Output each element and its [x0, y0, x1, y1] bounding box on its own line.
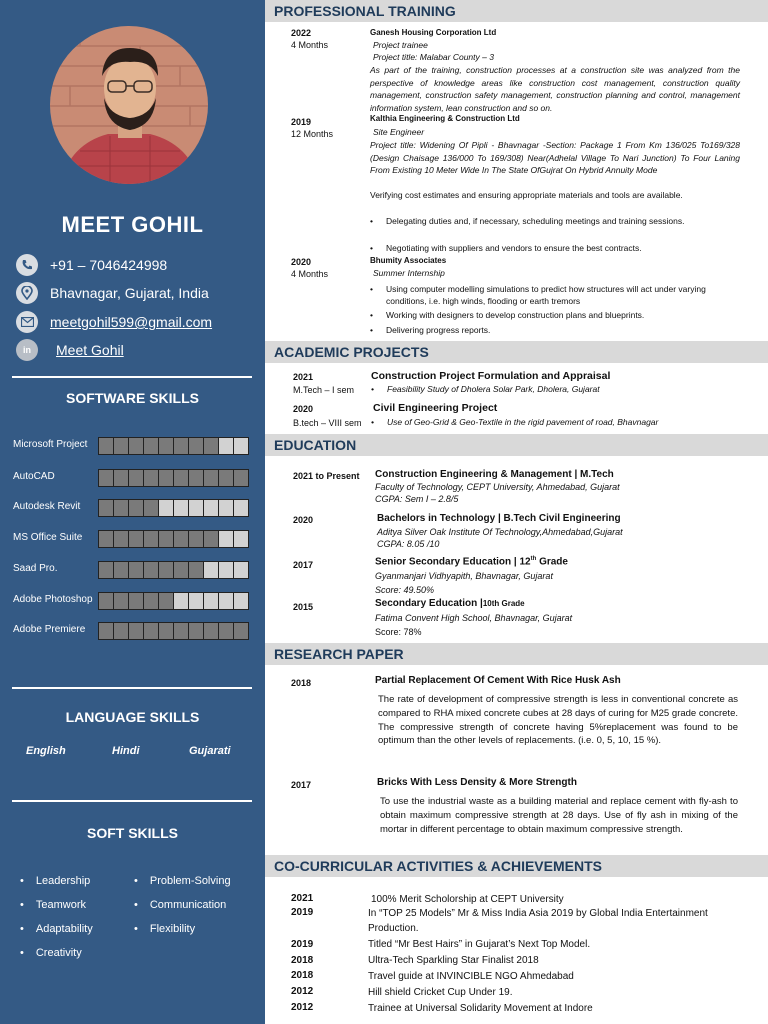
skill-level-segment	[99, 470, 113, 486]
skill-level-segment	[234, 438, 248, 454]
skill-level-bar	[98, 561, 249, 579]
sidebar	[0, 0, 265, 1024]
skill-level-segment	[114, 438, 128, 454]
skill-level-segment	[159, 623, 173, 639]
skill-level-segment	[99, 593, 113, 609]
divider	[12, 687, 252, 689]
training-duration: 4 Months	[291, 40, 329, 50]
achievement-year: 2019	[291, 907, 314, 918]
education-year: 2015	[293, 602, 314, 612]
skill-level-segment	[204, 470, 218, 486]
training-description: Verifying cost estimates and ensuring appropriate materials and tools are available.	[370, 190, 683, 200]
training-project: Project title: Widening Of Pipli - Bhavnagar -Section: Package 1 From Km 136/025 To169/328 (Design Chaisage 136/000 To 169/308) Near(Adhelal Village To Nari Junction) To Four Laning From Existing 10 Meter Wide In The State OfGujrat On Hybrid Annuity Mode	[370, 140, 740, 175]
achievement-text: Titled “Mr Best Hairs” in Gujarat’s Next Top Model.	[368, 939, 591, 950]
divider	[12, 800, 252, 802]
skill-level-segment	[204, 438, 218, 454]
education-title: Bachelors in Technology | B.Tech Civil Engineering	[377, 513, 621, 524]
skill-level-segment	[174, 562, 188, 578]
soft-skill-item: • Teamwork	[20, 899, 86, 911]
language-item: Hindi	[112, 745, 140, 757]
training-description: As part of the training, construction processes at a construction site was analyzed from the perspective of knowledge areas like construction cost management, construction quality management, construction safety management, construction planning and control, management information system, lean construction and so on.	[370, 65, 740, 113]
skill-level-segment	[234, 470, 248, 486]
training-bullet: • Using computer modelling simulations to predict how structures will act under varying conditions, i.e. high winds, flooding or earth tremors	[370, 283, 740, 307]
skill-level-segment	[159, 593, 173, 609]
training-role: Site Engineer	[373, 127, 425, 137]
achievement-year: 2018	[291, 970, 314, 981]
training-duration: 4 Months	[291, 269, 329, 279]
skill-level-segment	[189, 470, 203, 486]
training-role: Summer Internship	[373, 268, 445, 278]
skill-name: Autodesk Revit	[13, 501, 81, 512]
skill-level-segment	[144, 500, 158, 516]
main-content	[265, 0, 768, 1024]
section-header-research	[265, 643, 768, 665]
skill-level-bar	[98, 592, 249, 610]
achievement-text: Travel guide at INVINCIBLE NGO Ahmedabad	[368, 971, 574, 982]
skill-name: Microsoft Project	[13, 439, 88, 450]
skill-level-segment	[174, 470, 188, 486]
soft-skill-item: • Flexibility	[134, 923, 195, 935]
section-title: RESEARCH PAPER	[274, 646, 404, 662]
project-semester: B.tech – VIII sem	[293, 418, 362, 428]
skill-level-segment	[99, 623, 113, 639]
contact-linkedin[interactable]	[16, 339, 124, 361]
skill-level-segment	[129, 562, 143, 578]
training-bullet: • Delivering progress reports.	[370, 324, 740, 336]
skill-level-segment	[204, 500, 218, 516]
skill-level-segment	[204, 623, 218, 639]
research-title: Bricks With Less Density & More Strength	[377, 777, 577, 788]
skill-level-segment	[159, 531, 173, 547]
skill-level-segment	[99, 562, 113, 578]
education-title	[375, 598, 525, 609]
section-header-education	[265, 434, 768, 456]
skill-level-bar	[98, 622, 249, 640]
education-school: Aditya Silver Oak Institute Of Technology,Ahmedabad,Gujarat	[377, 527, 623, 537]
achievement-year: 2021	[291, 893, 314, 904]
skill-name: MS Office Suite	[13, 532, 83, 543]
soft-skill-item: • Communication	[134, 899, 226, 911]
skill-level-segment	[99, 438, 113, 454]
training-duration: 12 Months	[291, 129, 334, 139]
skill-row	[13, 499, 258, 517]
soft-skill-item: • Adaptability	[20, 923, 93, 935]
skill-row	[13, 437, 258, 455]
skill-level-segment	[114, 593, 128, 609]
skill-level-bar	[98, 469, 249, 487]
skill-level-segment	[114, 500, 128, 516]
education-score: Score: 78%	[375, 627, 422, 637]
skill-level-segment	[234, 562, 248, 578]
skill-level-segment	[189, 500, 203, 516]
candidate-name: MEET GOHIL	[61, 212, 204, 237]
education-title-grade: 10th Grade	[482, 599, 525, 608]
achievement-year: 2012	[291, 986, 314, 997]
language-skills-heading: LANGUAGE SKILLS	[65, 709, 200, 725]
phone-icon	[16, 254, 38, 276]
training-year: 2022	[291, 28, 312, 38]
education-title-sup: th	[530, 556, 537, 562]
skill-level-segment	[174, 438, 188, 454]
skill-level-segment	[129, 470, 143, 486]
research-year: 2018	[291, 678, 312, 688]
skill-level-bar	[98, 499, 249, 517]
education-title: Construction Engineering & Management | M.Tech	[375, 469, 614, 480]
achievement-text: Hill shield Cricket Cup Under 19.	[368, 987, 513, 998]
skill-level-segment	[159, 438, 173, 454]
contact-phone	[16, 254, 167, 276]
project-title: Construction Project Formulation and Appraisal	[371, 370, 611, 382]
training-role: Project trainee	[373, 40, 428, 50]
skill-level-segment	[129, 500, 143, 516]
language-item: English	[26, 745, 66, 757]
skill-level-segment	[144, 623, 158, 639]
skill-level-segment	[144, 562, 158, 578]
skill-level-segment	[189, 531, 203, 547]
skill-level-segment	[234, 500, 248, 516]
training-bullet: • Working with designers to develop construction plans and blueprints.	[370, 309, 740, 321]
language-item: Gujarati	[189, 745, 231, 757]
education-year: 2021 to Present	[293, 471, 360, 481]
skill-level-segment	[204, 562, 218, 578]
email-link[interactable]: meetgohil599@gmail.com	[50, 314, 213, 330]
education-score: Score: 49.50%	[375, 585, 435, 595]
skill-level-segment	[174, 623, 188, 639]
soft-skills-heading: SOFT SKILLS	[87, 825, 178, 841]
achievement-text: Ultra-Tech Sparkling Star Finalist 2018	[368, 955, 539, 966]
education-year: 2020	[293, 515, 314, 525]
education-school: Faculty of Technology, CEPT University, Ahmedabad, Gujarat	[375, 482, 620, 492]
skill-name: Adobe Photoshop	[13, 594, 93, 605]
research-title: Partial Replacement Of Cement With Rice Husk Ash	[375, 675, 621, 686]
phone-number: +91 – 7046424998	[50, 257, 168, 273]
skill-level-segment	[174, 531, 188, 547]
divider	[12, 376, 252, 378]
education-school: Gyanmanjari Vidhyapith, Bhavnagar, Gujarat	[375, 571, 553, 581]
skill-level-segment	[219, 562, 233, 578]
achievement-text: 100% Merit Scholorship at CEPT University	[371, 894, 564, 905]
skill-row	[13, 469, 258, 487]
training-year: 2019	[291, 117, 312, 127]
skill-level-segment	[159, 470, 173, 486]
skill-row	[13, 592, 258, 610]
education-year: 2017	[293, 560, 314, 570]
soft-skill-item: • Creativity	[20, 947, 82, 959]
project-description: • Feasibility Study of Dholera Solar Park, Dholera, Gujarat	[371, 383, 757, 395]
skill-row	[13, 622, 258, 640]
skill-level-bar	[98, 437, 249, 455]
location-text: Bhavnagar, Gujarat, India	[50, 285, 209, 301]
skill-level-segment	[159, 500, 173, 516]
training-bullet: • Negotiating with suppliers and vendors to ensure the best contracts.	[370, 242, 740, 254]
skill-level-segment	[174, 500, 188, 516]
skill-level-segment	[129, 531, 143, 547]
skill-level-segment	[99, 500, 113, 516]
research-year: 2017	[291, 780, 312, 790]
section-header-achievements	[265, 855, 768, 877]
software-skills-heading: SOFTWARE SKILLS	[66, 390, 199, 406]
education-score: CGPA: Sem I – 2.8/5	[375, 494, 459, 504]
skill-level-segment	[114, 531, 128, 547]
education-score: CGPA: 8.05 /10	[377, 539, 440, 549]
contact-location	[16, 282, 209, 304]
training-project: Project title: Malabar County – 3	[373, 52, 494, 62]
skill-level-segment	[219, 438, 233, 454]
skill-name: Adobe Premiere	[13, 624, 86, 635]
linkedin-icon: in	[16, 339, 38, 361]
education-title-grade: Grade	[536, 556, 568, 568]
skill-level-segment	[219, 531, 233, 547]
training-org: Bhumity Associates	[370, 256, 447, 265]
training-year: 2020	[291, 257, 312, 267]
skill-level-segment	[219, 500, 233, 516]
project-year: 2020	[293, 404, 314, 414]
skill-level-segment	[219, 593, 233, 609]
linkedin-link[interactable]: Meet Gohil	[56, 342, 124, 358]
skill-name: AutoCAD	[13, 471, 55, 482]
achievement-year: 2012	[291, 1002, 314, 1013]
education-title-main: Senior Secondary Education | 12	[375, 556, 531, 568]
skill-level-segment	[189, 562, 203, 578]
section-header-academic	[265, 341, 768, 363]
skill-level-segment	[129, 623, 143, 639]
skill-level-segment	[129, 593, 143, 609]
contact-email[interactable]	[16, 311, 212, 333]
skill-name: Saad Pro.	[13, 563, 58, 574]
education-title	[375, 556, 568, 567]
skill-level-segment	[144, 470, 158, 486]
skill-level-segment	[144, 438, 158, 454]
email-icon	[16, 311, 38, 333]
skill-level-segment	[114, 470, 128, 486]
section-title: ACADEMIC PROJECTS	[274, 344, 429, 360]
achievement-year: 2018	[291, 955, 314, 966]
skill-level-segment	[159, 562, 173, 578]
soft-skill-item: • Problem-Solving	[134, 875, 231, 887]
skill-level-segment	[234, 623, 248, 639]
training-bullet: • Delegating duties and, if necessary, scheduling meetings and training sessions.	[370, 215, 740, 227]
section-title: PROFESSIONAL TRAINING	[274, 3, 456, 19]
skill-level-segment	[129, 438, 143, 454]
skill-level-segment	[234, 593, 248, 609]
skill-level-segment	[189, 438, 203, 454]
section-header-training	[265, 0, 768, 22]
achievement-text: Trainee at Universal Solidarity Movement at Indore	[368, 1003, 593, 1014]
skill-level-segment	[219, 470, 233, 486]
training-org: Ganesh Housing Corporation Ltd	[370, 28, 497, 37]
research-description: The rate of development of compressive strength is less in conventional concrete as compared to RHA mixed concrete cubes at 28 days of curing for M25 grade concrete. The compressive strength of concrete having 5%replacement was found to be optimum than the other levels of replacements. (i.e. 0, 5, 10, 15 %).	[378, 694, 738, 747]
project-semester: M.Tech – I sem	[293, 385, 355, 395]
skill-level-bar	[98, 530, 249, 548]
project-title: Civil Engineering Project	[373, 402, 498, 414]
skill-level-segment	[174, 593, 188, 609]
location-pin-icon	[16, 282, 38, 304]
project-year: 2021	[293, 372, 314, 382]
skill-level-segment	[219, 623, 233, 639]
skill-level-segment	[114, 562, 128, 578]
skill-level-segment	[189, 623, 203, 639]
soft-skill-item: • Leadership	[20, 875, 90, 887]
skill-level-segment	[234, 531, 248, 547]
skill-level-segment	[189, 593, 203, 609]
skill-row	[13, 530, 258, 548]
skill-level-segment	[144, 593, 158, 609]
section-title: EDUCATION	[274, 437, 357, 453]
skill-level-segment	[114, 623, 128, 639]
achievement-text: In “TOP 25 Models” Mr & Miss India Asia 2019 by Global India Entertainment Production.	[368, 908, 708, 934]
research-description: To use the industrial waste as a building material and replace cement with fly-ash to obtain maximum compressive strength at 28 days. Use of fly ash in mixing of the mortar in different percentage to obtain maximum compressive strength.	[380, 796, 738, 835]
section-title: CO-CURRICULAR ACTIVITIES & ACHIEVEMENTS	[274, 858, 602, 874]
training-org: Kalthia Engineering & Construction Ltd	[370, 114, 520, 123]
achievement-year: 2019	[291, 939, 314, 950]
education-title-main: Secondary Education |	[375, 598, 483, 609]
profile-photo	[50, 26, 208, 184]
education-school: Fatima Convent High School, Bhavnagar, Gujarat	[375, 613, 573, 623]
skill-level-segment	[204, 593, 218, 609]
project-description: • Use of Geo-Grid & Geo-Textile in the rigid pavement of road, Bhavnagar	[371, 416, 757, 428]
skill-level-segment	[99, 531, 113, 547]
skill-level-segment	[144, 531, 158, 547]
skill-level-segment	[204, 531, 218, 547]
skill-row	[13, 561, 258, 579]
